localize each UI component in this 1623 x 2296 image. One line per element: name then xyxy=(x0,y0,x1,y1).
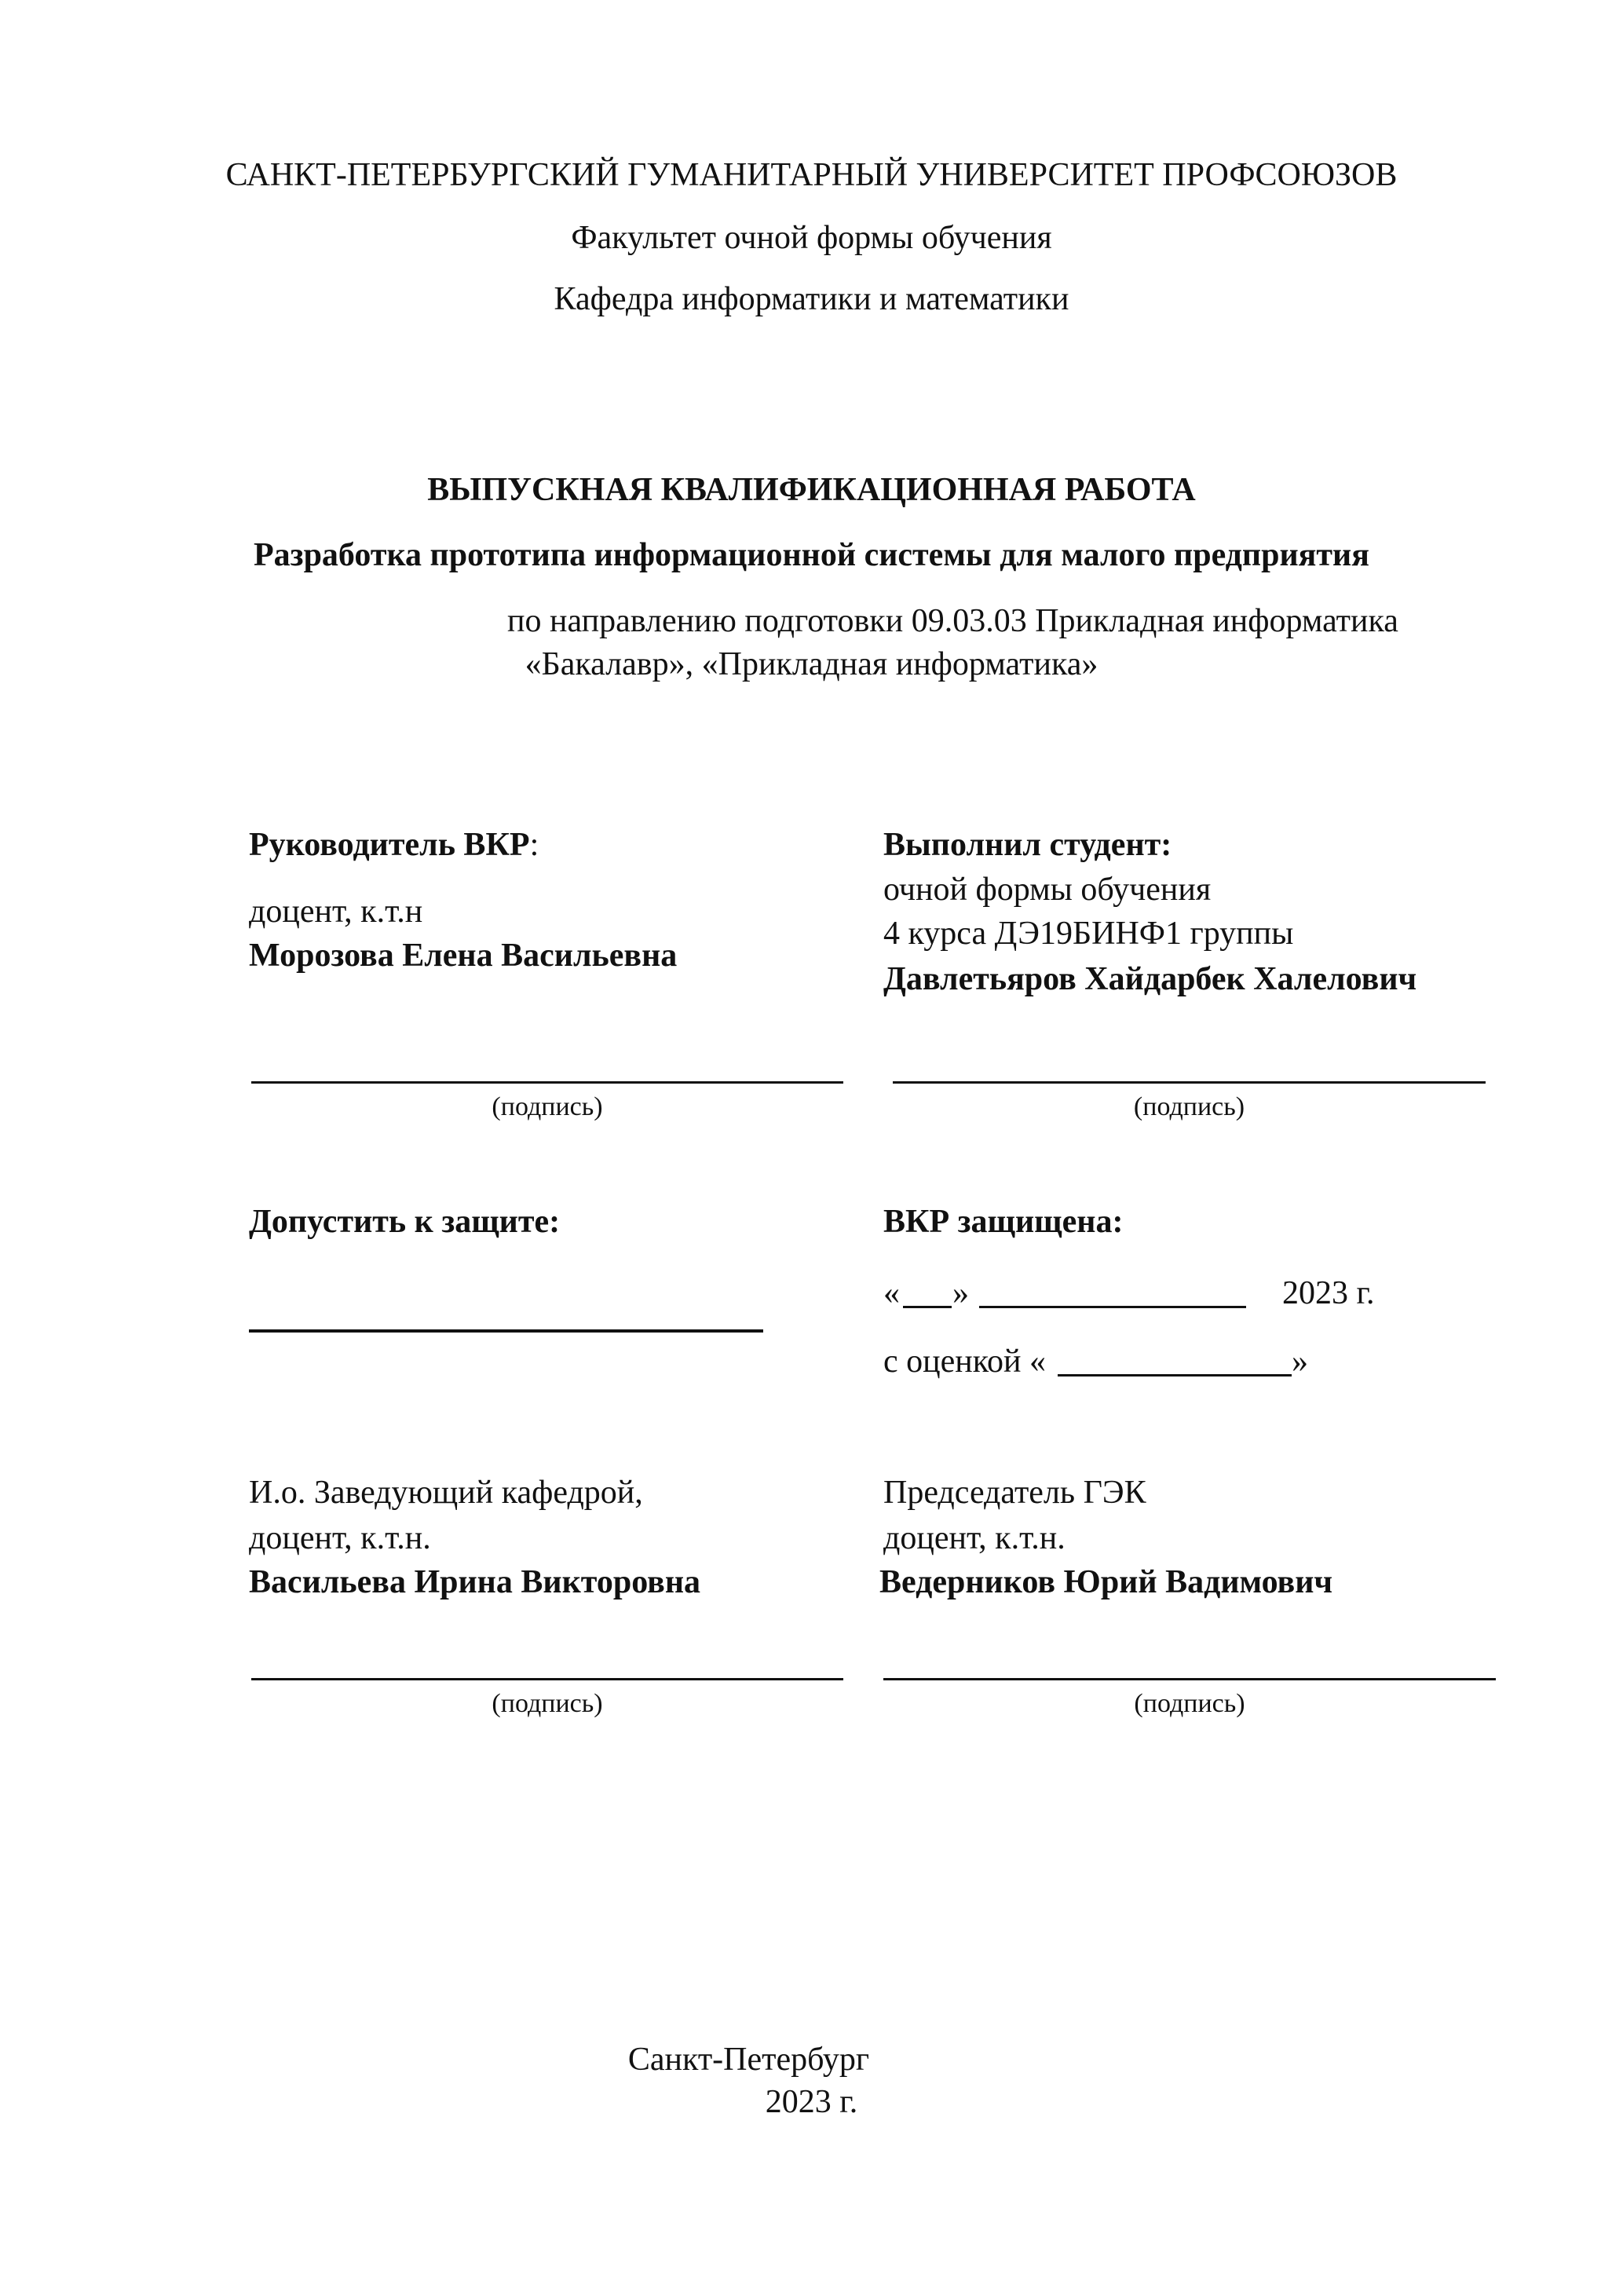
defense-grade-close-quote: » xyxy=(1292,1344,1308,1380)
supervisor-degree: доцент, к.т.н xyxy=(249,894,423,930)
student-name: Давлетьяров Хайдарбек Халелович xyxy=(883,961,1417,997)
head-of-department-degree: доцент, к.т.н. xyxy=(249,1520,431,1556)
chairman-degree: доцент, к.т.н. xyxy=(883,1520,1066,1556)
supervisor-heading: Руководитель ВКР: xyxy=(249,827,539,863)
chairman-name: Ведерников Юрий Вадимович xyxy=(879,1564,1333,1600)
head-of-department-signature-line xyxy=(251,1678,843,1680)
defense-month-blank xyxy=(979,1306,1246,1308)
admission-signature-line xyxy=(249,1329,763,1333)
supervisor-signature-caption: (подпись) xyxy=(492,1092,603,1121)
head-of-department-name: Васильева Ирина Викторовна xyxy=(249,1564,701,1600)
work-title: Разработка прототипа информационной системы для малого предприятия xyxy=(254,537,1369,573)
head-of-department-signature-caption: (подпись) xyxy=(492,1689,603,1718)
direction-line-2: «Бакалавр», «Прикладная информатика» xyxy=(525,646,1098,682)
student-heading: Выполнил студент: xyxy=(883,827,1172,863)
work-type-heading: ВЫПУСКНАЯ КВАЛИФИКАЦИОННАЯ РАБОТА xyxy=(427,472,1196,508)
student-study-form: очной формы обучения xyxy=(883,872,1212,908)
student-signature-caption: (подпись) xyxy=(1133,1092,1245,1121)
department-name: Кафедра информатики и математики xyxy=(554,281,1069,317)
defense-heading: ВКР защищена: xyxy=(883,1204,1124,1240)
head-of-department-role: И.о. Заведующий кафедрой, xyxy=(249,1475,643,1511)
defense-grade-blank xyxy=(1058,1374,1292,1377)
chairman-signature-caption: (подпись) xyxy=(1134,1689,1245,1718)
direction-line-1: по направлению подготовки 09.03.03 Прикладная информатика xyxy=(507,603,1398,639)
defense-day-blank xyxy=(903,1306,952,1308)
defense-date-close-quote: » xyxy=(952,1275,969,1311)
footer-city: Санкт-Петербург xyxy=(627,2042,870,2078)
footer-year: 2023 г. xyxy=(765,2084,858,2120)
defense-year: 2023 г. xyxy=(1282,1275,1375,1311)
supervisor-name: Морозова Елена Васильевна xyxy=(249,938,678,974)
faculty-name: Факультет очной формы обучения xyxy=(571,220,1052,256)
chairman-signature-line xyxy=(883,1678,1496,1680)
chairman-role: Председатель ГЭК xyxy=(883,1475,1146,1511)
defense-date-open-quote: « xyxy=(883,1275,900,1311)
admission-heading: Допустить к защите: xyxy=(249,1204,561,1240)
defense-grade-prefix: с оценкой « xyxy=(883,1344,1046,1380)
student-group: 4 курса ДЭ19БИНФ1 группы xyxy=(883,916,1294,952)
student-signature-line xyxy=(893,1081,1486,1084)
supervisor-signature-line xyxy=(251,1081,843,1084)
university-name: САНКТ-ПЕТЕРБУРГСКИЙ ГУМАНИТАРНЫЙ УНИВЕРСИТЕТ ПРОФСОЮЗОВ xyxy=(225,157,1398,193)
